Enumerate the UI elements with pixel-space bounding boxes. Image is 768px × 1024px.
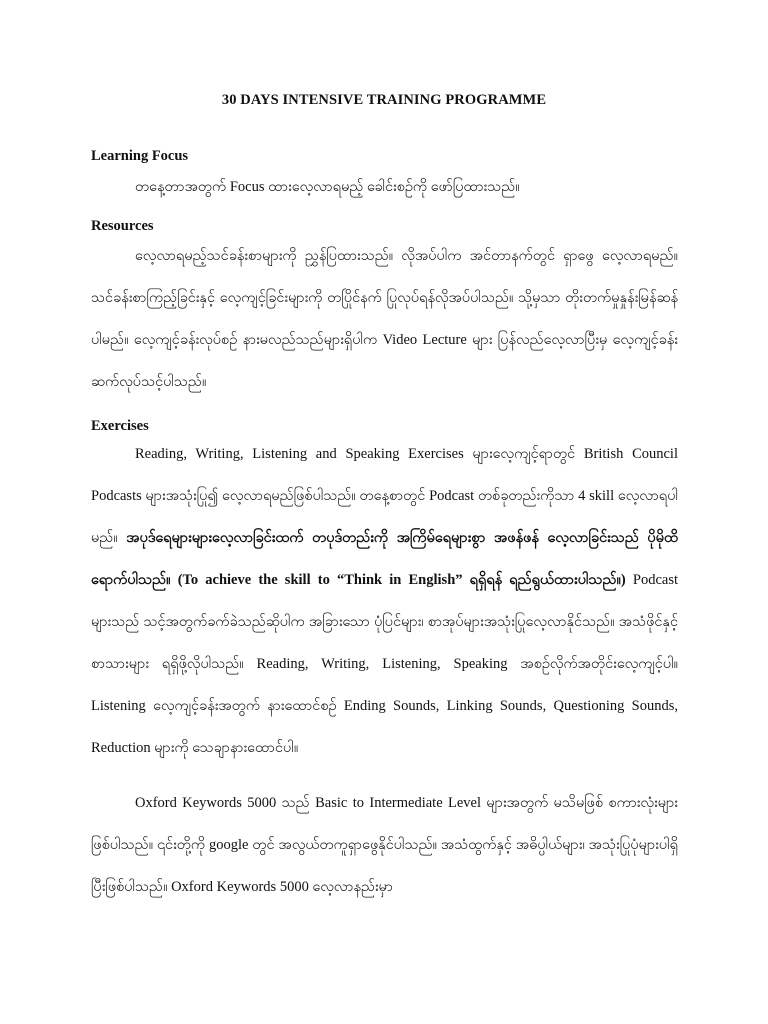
paragraph-resources: လေ့လာရမည့်သင်ခန်းစာများကို ညွှန်ပြထားသည်။ လိုအပ်ပါက အင်တာနက်တွင် ရှာဖွေ လေ့လာရမည်။ သင်ခန်းစာကြည့်ခြင်းနှင့် လေ့ကျင့်ခြင်းများကို တပြိုင်နက် ပြုလုပ်ရန်လိုအပ်ပါသည်။ သို့မှသာ တိုးတက်မှုနှုန်းမြန်ဆန်ပါမည်။ လေ့ကျင့်ခန်းလုပ်စဉ် နားမလည်သည်များရှိပါက Video Lecture များ ပြန်လည်လေ့လာပြီးမှ လေ့ကျင့်ခန်းဆက်လုပ်သင့်ပါသည်။ — [91, 248, 678, 390]
document-title: 30 DAYS INTENSIVE TRAINING PROGRAMME — [221, 92, 547, 108]
heading-resources: Resources — [91, 218, 154, 234]
exercises-text-a: Reading, Writing, Listening and Speaking Exercises များလေ့ကျင့်ရာတွင် British Council Podcasts များအသုံးပြု၍ လေ့လာရမည်ဖြစ်ပါသည်။ တနေ့စာတွင် Podcast တစ်ခုတည်းကိုသာ 4 skill လေ့လာရပါမည်။ — [91, 446, 678, 546]
exercises-text-b: Podcast များသည် သင့်အတွက်ခက်ခဲသည်ဆိုပါက အခြားသော ပုံပြင်များ၊ စာအုပ်များအသုံးပြုလေ့လာနိုင်သည်။ အသံဖိုင်နှင့် စာသားများ ရရှိဖို့လိုပါသည်။ Reading, Writing, Listening, Speaking အစဉ်လိုက်အတိုင်းလေ့ကျင့်ပါ။ Listening လေ့ကျင့်ခန်းအတွက် နားထောင်စဉ် Ending Sounds, Linking Sounds, Questioning Sounds, Reduction များကို သေချာနားထောင်ပါ။ — [91, 572, 678, 756]
heading-exercises: Exercises — [91, 418, 149, 434]
paragraph-exercises-1 — [91, 433, 678, 769]
heading-learning-focus: Learning Focus — [91, 148, 189, 164]
paragraph-learning-focus: တနေ့တာအတွက် Focus ထားလေ့လာရမည့် ခေါင်းစဉ်ကို ဖော်ပြထားသည်။ — [135, 179, 520, 195]
paragraph-exercises-2: Oxford Keywords 5000 သည် Basic to Intermediate Level များအတွက် မသိမဖြစ် စကားလုံးများဖြစ်ပါသည်။ ၎င်းတို့ကို google တွင် အလွယ်တကူရှာဖွေနိုင်ပါသည်။ အသံထွက်နှင့် အဓိပ္ပါယ်များ၊ အသုံးပြုပုံများပါရှိပြီးဖြစ်ပါသည်။ Oxford Keywords 5000 လေ့လာနည်းမှာ — [91, 795, 678, 895]
exercises-text-bold: အပုဒ်ရေများများလေ့လာခြင်းထက် တပုဒ်တည်းကို အကြိမ်ရေများစွာ အဖန်ဖန် လေ့လာခြင်းသည် ပိုမိုထိရောက်ပါသည်။ (To achieve the skill to “Think in English” ရရှိရန် ရည်ရွယ်ထားပါသည်။) — [91, 530, 678, 588]
